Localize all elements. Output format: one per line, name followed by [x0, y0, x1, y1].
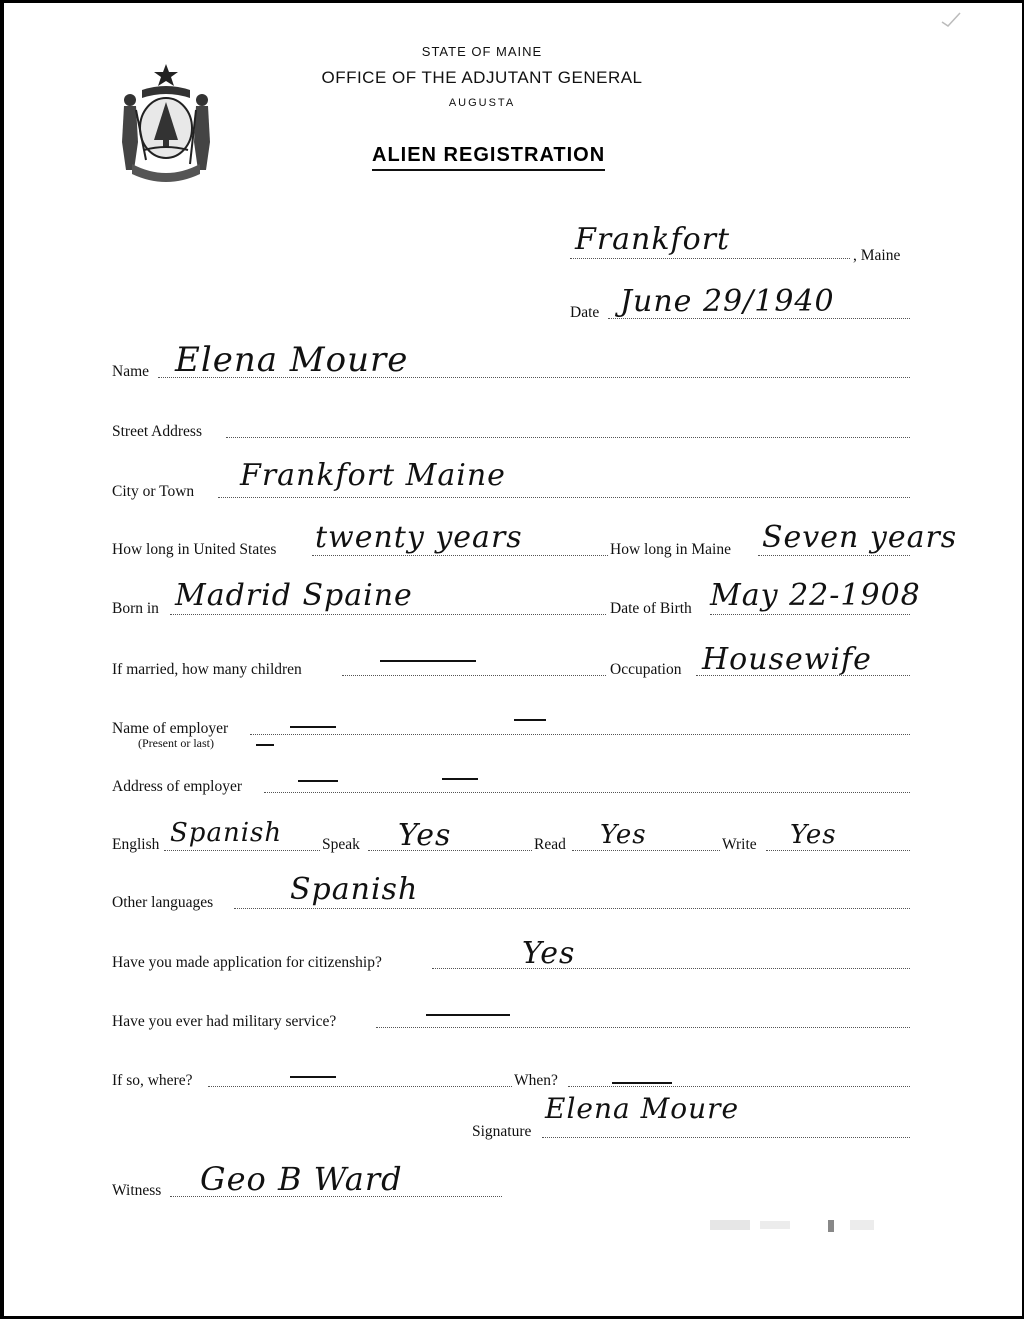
city-dotline [218, 497, 910, 498]
employer-dash-3 [256, 744, 274, 746]
english-label: English [112, 836, 160, 853]
name-value: Elena Moure [175, 340, 409, 380]
dob-value: May 22-1908 [710, 578, 921, 613]
children-dotline [342, 675, 606, 676]
street-label: Street Address [112, 423, 202, 440]
where-dash [290, 1076, 336, 1078]
date-label: Date [570, 304, 600, 321]
city-value: Frankfort Maine [240, 458, 506, 493]
check-mark-icon [940, 10, 962, 28]
maine-duration-dotline [758, 555, 910, 556]
citizenship-label: Have you made application for citizenship? [112, 954, 382, 971]
employer-label: Name of employer [112, 720, 229, 737]
header-office: OFFICE OF THE ADJUTANT GENERAL [321, 68, 643, 87]
employer-address-dash [298, 780, 338, 782]
street-dotline [226, 437, 910, 438]
signature-dotline [542, 1137, 910, 1138]
where-label: If so, where? [112, 1072, 193, 1089]
speak-value: Yes [398, 818, 452, 853]
military-label: Have you ever had military service? [112, 1013, 337, 1030]
read-dotline [572, 850, 720, 851]
born-label: Born in [112, 600, 159, 617]
place-dotline [570, 258, 850, 259]
faint-stamp-mark [710, 1214, 880, 1236]
occupation-value: Housewife [702, 642, 872, 677]
read-label: Read [534, 836, 566, 853]
write-dotline [766, 850, 910, 851]
us-duration-label: How long in United States [112, 541, 277, 558]
when-dash [612, 1082, 672, 1084]
born-value: Madrid Spaine [175, 578, 413, 613]
signature-value: Elena Moure [545, 1092, 740, 1125]
witness-value: Geo B Ward [200, 1160, 403, 1198]
when-dotline [568, 1086, 910, 1087]
employer-dash-2 [514, 719, 546, 721]
write-value: Yes [790, 820, 837, 850]
employer-address-dotline [264, 792, 910, 793]
where-dotline [208, 1086, 512, 1087]
employer-dash [290, 726, 336, 728]
other-languages-label: Other languages [112, 894, 214, 911]
dob-dotline [710, 614, 910, 615]
header-state: STATE OF MAINE [421, 44, 543, 59]
city-label: City or Town [112, 483, 195, 500]
us-duration-value: twenty years [315, 520, 523, 555]
born-dotline [170, 614, 606, 615]
other-languages-dotline [234, 908, 910, 909]
speak-label: Speak [322, 836, 360, 853]
maine-duration-value: Seven years [762, 520, 958, 555]
citizenship-dotline [432, 968, 910, 969]
military-dash [426, 1014, 510, 1016]
us-duration-dotline [312, 555, 608, 556]
read-value: Yes [600, 820, 647, 850]
english-value: Spanish [170, 818, 283, 848]
witness-label: Witness [112, 1182, 162, 1199]
maine-duration-label: How long in Maine [610, 541, 731, 558]
dob-label: Date of Birth [610, 600, 692, 617]
children-dash [380, 660, 476, 662]
form-title: ALIEN REGISTRATION [372, 144, 605, 171]
when-label: When? [514, 1072, 558, 1089]
date-value: June 29/1940 [620, 284, 835, 319]
employer-address-dash-2 [442, 778, 478, 780]
name-label: Name [112, 363, 150, 380]
citizenship-value: Yes [522, 936, 576, 971]
write-label: Write [722, 836, 757, 853]
place-suffix: , Maine [853, 247, 901, 264]
occupation-label: Occupation [610, 661, 682, 678]
english-dotline [164, 850, 320, 851]
employer-address-label: Address of employer [112, 778, 242, 795]
military-dotline [376, 1027, 910, 1028]
employer-dotline [250, 734, 910, 735]
children-label: If married, how many children [112, 661, 302, 678]
signature-label: Signature [472, 1123, 532, 1140]
header-city: AUGUSTA [448, 97, 516, 109]
other-languages-value: Spanish [290, 872, 419, 907]
employer-sublabel: (Present or last) [138, 736, 214, 750]
place-value: Frankfort [575, 222, 731, 257]
